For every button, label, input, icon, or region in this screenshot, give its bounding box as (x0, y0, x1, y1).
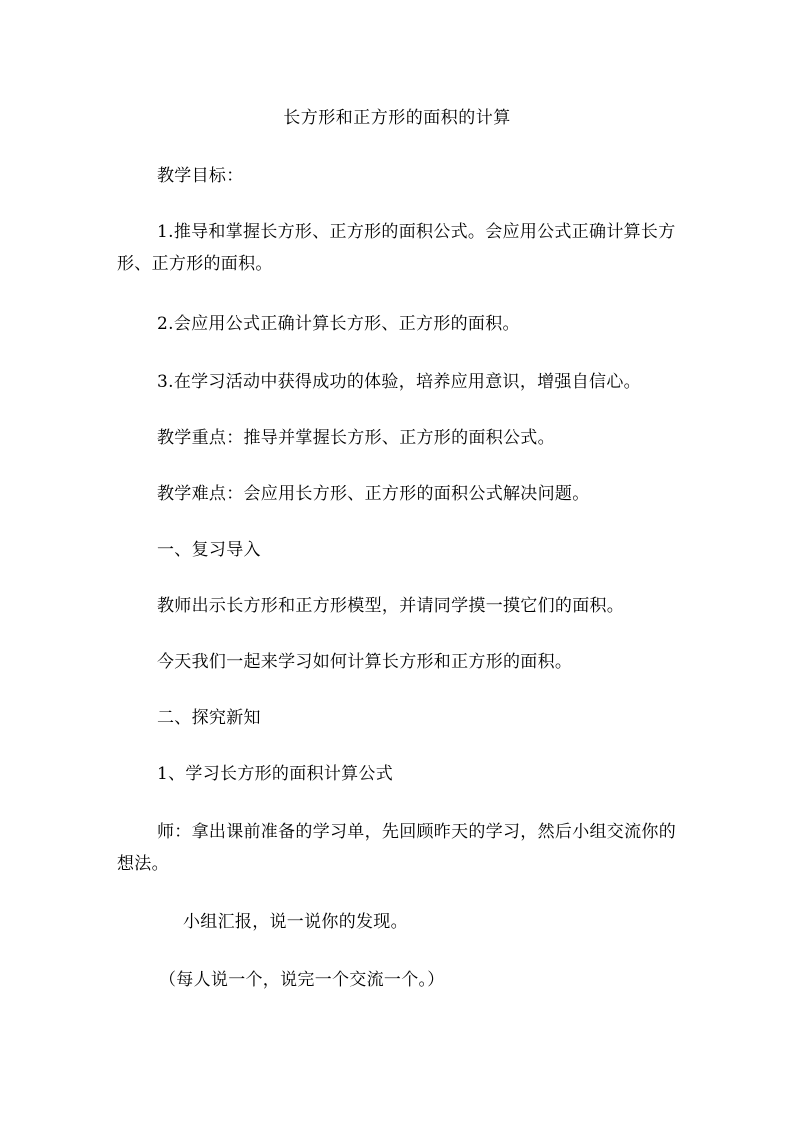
subsection-heading-rectangle-area: 1、学习长方形的面积计算公式 (157, 764, 394, 784)
section-heading-explore: 二、探究新知 (157, 708, 261, 728)
paragraph-goal-2: 2.会应用公式正确计算长方形、正方形的面积。 (157, 314, 520, 334)
paragraph-goal-3: 3.在学习活动中获得成功的体验，培养应用意识，增强自信心。 (157, 372, 641, 392)
section-heading-review: 一、复习导入 (157, 540, 261, 560)
paragraph-parenthetical-note: （每人说一个，说完一个交流一个。） (159, 970, 445, 990)
paragraph-goal-1: 1.推导和掌握长方形、正方形的面积公式。会应用公式正确计算长方形、正方形的面积。 (117, 222, 676, 274)
paragraph-teacher-instruction: 师：拿出课前准备的学习单，先回顾昨天的学习，然后小组交流你的想法。 (117, 822, 676, 874)
paragraph-teaching-goals-heading: 教学目标： (157, 166, 244, 186)
paragraph-review-1: 教师出示长方形和正方形模型，并请同学摸一摸它们的面积。 (157, 596, 625, 616)
paragraph-review-2: 今天我们一起来学习如何计算长方形和正方形的面积。 (157, 652, 573, 672)
paragraph-key-point: 教学重点：推导并掌握长方形、正方形的面积公式。 (157, 428, 555, 448)
paragraph-difficult-point: 教学难点：会应用长方形、正方形的面积公式解决问题。 (157, 484, 590, 504)
document-title: 长方形和正方形的面积的计算 (283, 108, 511, 128)
paragraph-group-report: 小组汇报，说一说你的发现。 (183, 912, 408, 932)
